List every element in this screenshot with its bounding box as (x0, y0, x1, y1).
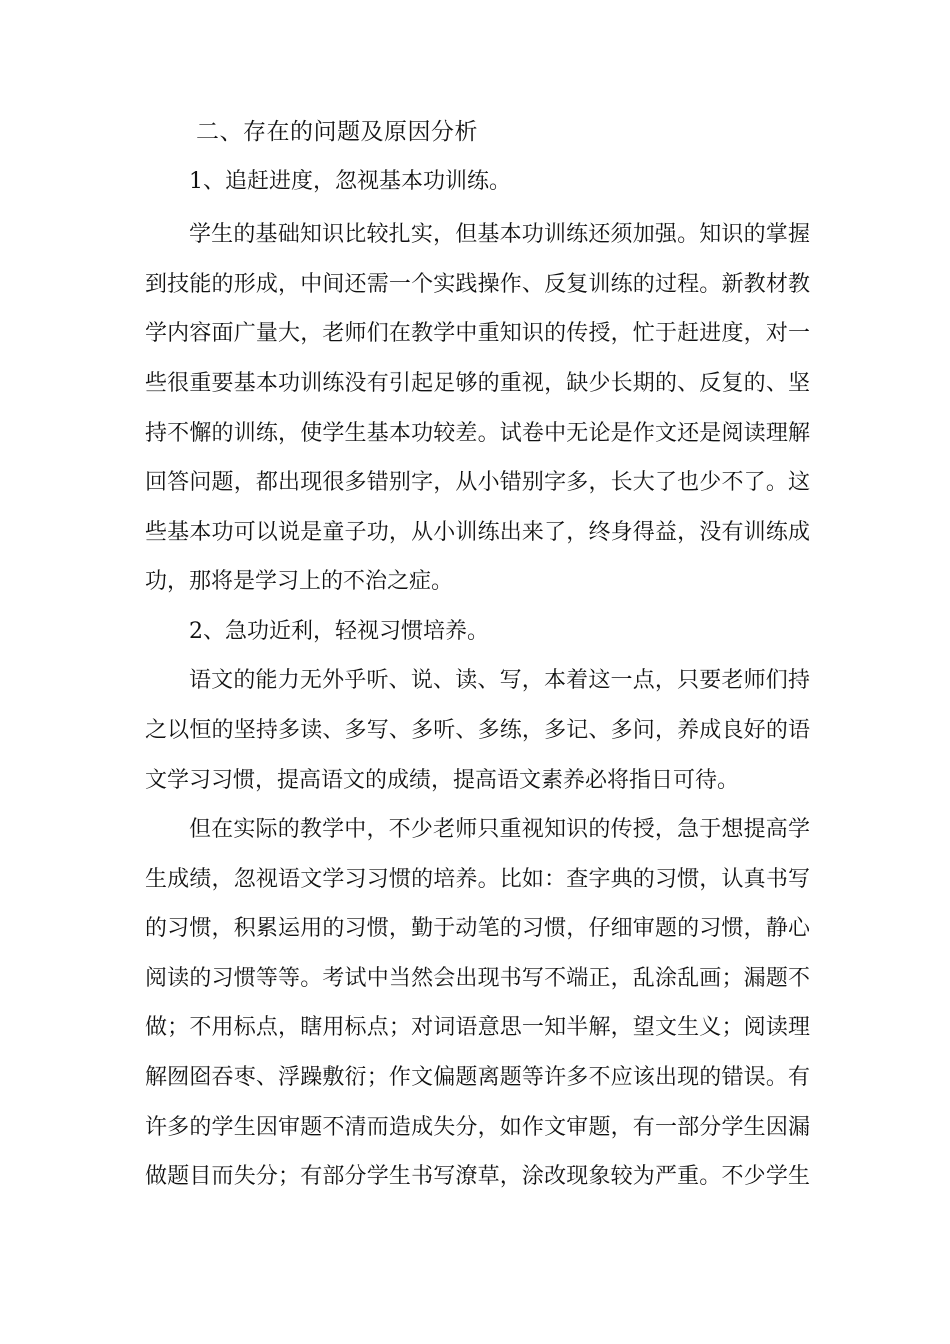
paragraph-1-line-6: 回答问题，都出现很多错别字，从小错别字多，长大了也少不了。这 (145, 470, 810, 495)
paragraph-2-line-1: 语文的能力无外乎听、说、读、写，本着这一点，只要老师们持 (189, 668, 810, 693)
paragraph-3-line-2: 生成绩，忽视语文学习习惯的培养。比如：查字典的习惯，认真书写 (145, 867, 810, 892)
paragraph-1-line-8: 功，那将是学习上的不治之症。 (145, 569, 454, 594)
paragraph-2-line-2: 之以恒的坚持多读、多写、多听、多练，多记、多问，养成良好的语 (145, 718, 810, 743)
subheading-2: 2、急功近利，轻视习惯培养。 (189, 619, 489, 644)
paragraph-3-line-4: 阅读的习惯等等。考试中当然会出现书写不端正，乱涂乱画；漏题不 (145, 966, 810, 991)
paragraph-3-line-6: 解囫囵吞枣、浮躁敷衍；作文偏题离题等许多不应该出现的错误。有 (145, 1065, 810, 1090)
section-heading: 二、存在的问题及原因分析 (196, 119, 478, 145)
paragraph-1-line-3: 学内容面广量大，老师们在教学中重知识的传授，忙于赶进度，对一 (145, 321, 810, 346)
paragraph-1-line-1: 学生的基础知识比较扎实，但基本功训练还须加强。知识的掌握 (189, 222, 810, 247)
paragraph-2-line-3: 文学习习惯，提高语文的成绩，提高语文素养必将指日可待。 (145, 768, 740, 793)
paragraph-1-line-5: 持不懈的训练，使学生基本功较差。试卷中无论是作文还是阅读理解 (145, 421, 810, 446)
paragraph-1-line-2: 到技能的形成，中间还需一个实践操作、反复训练的过程。新教材教 (145, 272, 810, 297)
paragraph-3-line-1: 但在实际的教学中，不少老师只重视知识的传授，急于想提高学 (189, 817, 810, 842)
paragraph-1-line-7: 些基本功可以说是童子功，从小训练出来了，终身得益，没有训练成 (145, 520, 810, 545)
paragraph-3-line-8: 做题目而失分；有部分学生书写潦草，涂改现象较为严重。不少学生 (145, 1164, 810, 1189)
paragraph-1-line-4: 些很重要基本功训练没有引起足够的重视，缺少长期的、反复的、坚 (145, 371, 810, 396)
paragraph-3-line-7: 许多的学生因审题不清而造成失分，如作文审题，有一部分学生因漏 (145, 1115, 810, 1140)
subheading-1: 1、追赶进度，忽视基本功训练。 (189, 169, 511, 194)
paragraph-3-line-3: 的习惯，积累运用的习惯，勤于动笔的习惯，仔细审题的习惯，静心 (145, 916, 810, 941)
paragraph-3-line-5: 做；不用标点，瞎用标点；对词语意思一知半解，望文生义；阅读理 (145, 1015, 810, 1040)
